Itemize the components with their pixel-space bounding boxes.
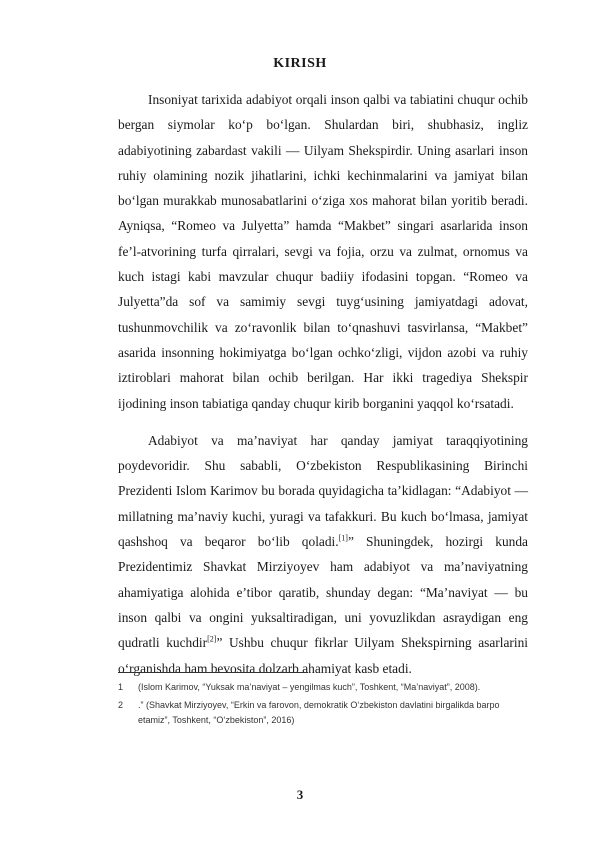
footnote-ref-1[interactable]: [1]: [338, 533, 348, 543]
paragraph-1: Insoniyat tarixida adabiyot orqali inson qalbi va tabiatini chuqur ochib bergan siymolar ko‘p bo‘lgan. Shulardan biri, shubhasiz, ingliz adabiyotining zabardast vakili — Uilyam Shekspirdir. Uning asarlari inson ruhiy olamining nozik jihatlarini, ichki kechinmalarini va jamiyat bilan bo‘lgan murakkab munosabatlarini o‘ziga xos mahorat bilan yoritib beradi. Ayniqsa, “Romeo va Julyetta” hamda “Makbet” singari asarlarida inson fe’l-atvorining turfa qirralari, sevgi va fojia, orzu va zulmat, ornomus va kuch istagi kabi mavzular chuqur badiiy ifodasini topgan. “Romeo va Julyetta”da sof va samimiy sevgi tuyg‘usining jamiyatdagi adovat, tushunmovchilik va zo‘ravonlik bilan to‘qnashuvi tasvirlansa, “Makbet” asarida insonning hokimiyatga bo‘lgan ochko‘zligi, vijdon azobi va ruhiy iztiroblari mahorat bilan ochib berilgan. Har ikki tragediya Shekspir ijodining inson tabiatiga qanday chuqur kirib borganini yaqqol ko‘rsatadi.: [118, 92, 528, 411]
footnote-2: [118, 698, 528, 728]
footnote-divider: [118, 672, 308, 673]
footnotes: [118, 680, 528, 731]
body-text: [118, 87, 528, 681]
footnote-number: 2: [118, 700, 124, 710]
footnote-number: 1: [118, 682, 124, 692]
paragraph-2-part-2: ” Shuningdek, hozirgi kunda Prezidentimiz Shavkat Mirziyoyev ham adabiyot va ma’naviyatning ahamiyatiga alohida e’tibor qaratib, shunday degan: “Ma’naviyat — bu inson qalbi va ongini yuksaltiradigan, uni yovuzlikdan asraydigan eng qudratli kuchdir: [118, 534, 528, 651]
page-number: 3: [296, 787, 304, 802]
paragraph-2-part-3: ” Ushbu chuqur fikrlar Uilyam Shekspirning asarlarini o‘rganishda ham bevosita dolzarb ahamiyat kasb etadi.: [118, 635, 529, 676]
footnote-text: .” (Shavkat Mirziyoyev, “Erkin va farovon, demokratik O‘zbekiston davlatini birgalikda barpo etamiz”, Toshkent, “O‘zbekiston”, 2016): [138, 700, 500, 725]
paragraph-2: [118, 428, 528, 681]
paragraph-2-part-1: Adabiyot va ma’naviyat har qanday jamiyat taraqqiyotining poydevoridir. Shu sababli, O‘zbekiston Respublikasining Birinchi Prezidenti Islom Karimov bu borada quyidagicha ta’kidlagan: “Adabiyot — millatning ma’naviy kuchi, yuragi va tafakkuri. Bu kuch bo‘lmasa, jamiyat qashshoq va beqaror bo‘lib qoladi.: [118, 432, 528, 550]
footnote-1: [118, 680, 528, 695]
footnote-text: (Islom Karimov, “Yuksak ma’naviyat – yengilmas kuch”, Toshkent, “Ma’naviyat”, 2008).: [138, 682, 481, 692]
page-title: KIRISH: [273, 56, 327, 71]
footnote-ref-2[interactable]: [2]: [207, 634, 217, 644]
